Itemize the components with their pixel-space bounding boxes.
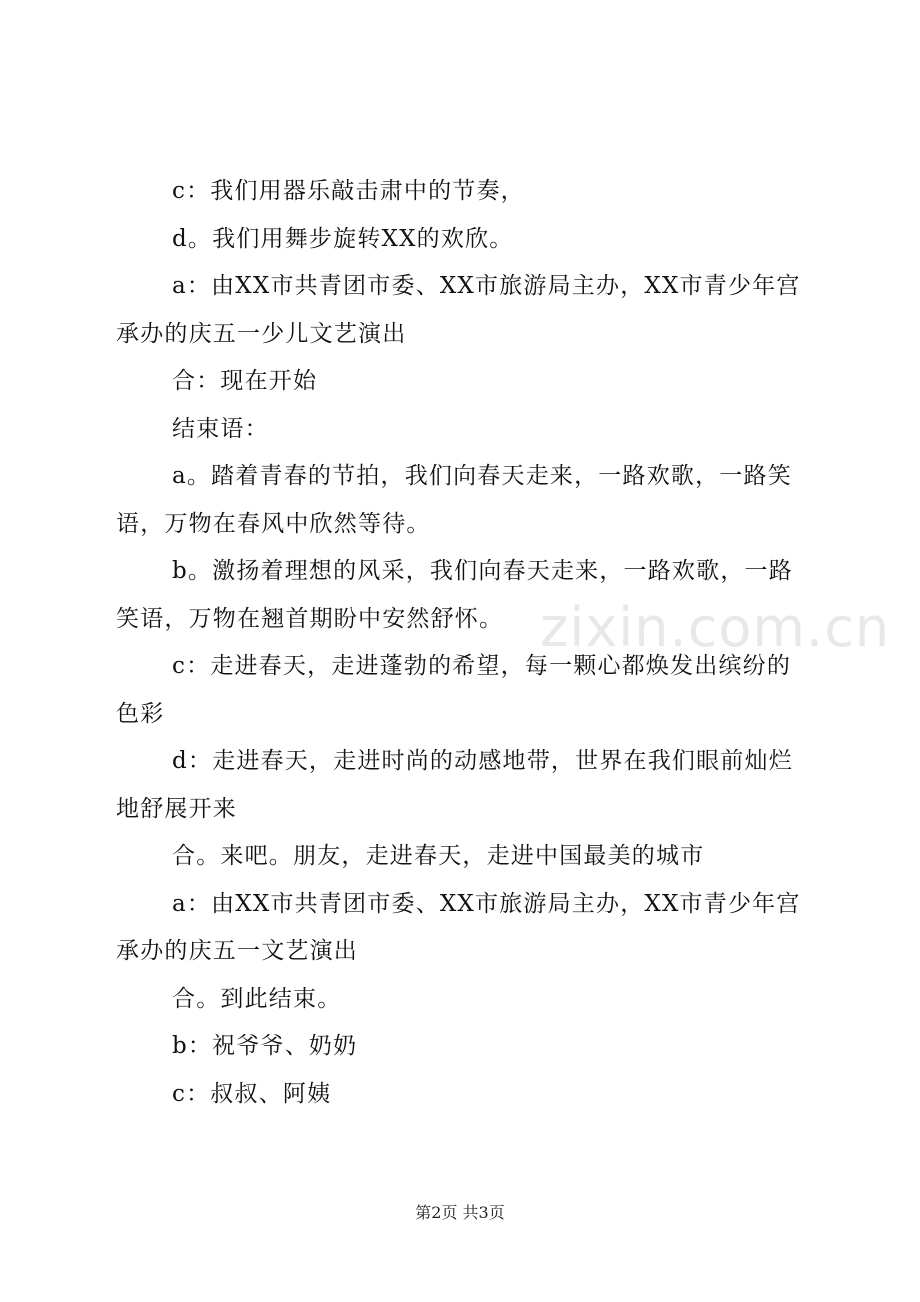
paragraph: 合：现在开始	[172, 368, 318, 394]
paragraph: b。激扬着理想的风采，我们向春天走来，一路欢歌，一路笑语，万物在翘首期盼中安然舒怀。	[116, 558, 793, 632]
paragraph: c：叔叔、阿姨	[172, 1080, 332, 1107]
paragraph: 合。来吧。朋友，走进春天，走进中国最美的城市	[172, 843, 705, 869]
page-footer: 第2页 共3页	[415, 1203, 505, 1222]
paragraph: a。踏着青春的节拍，我们向春天走来，一路欢歌，一路笑语，万物在春风中欣然等待。	[116, 463, 792, 537]
paragraph: c：走进春天，走进蓬勃的希望，每一颗心都焕发出缤纷的色彩	[116, 653, 792, 727]
paragraph: d。我们用舞步旋转XX的欢欣。	[172, 225, 514, 252]
watermark: zixin.com.cn	[540, 596, 891, 659]
paragraph: d：走进春天，走进时尚的动感地带，世界在我们眼前灿烂地舒展开来	[116, 748, 793, 822]
paragraph: a：由XX市共青团市委、XX市旅游局主办，XX市青少年宫承办的庆五一文艺演出	[116, 890, 801, 964]
paragraph: 结束语：	[172, 415, 269, 442]
paragraph: 合。到此结束。	[172, 985, 342, 1012]
paragraph: a：由XX市共青团市委、XX市旅游局主办，XX市青少年宫承办的庆五一少儿文艺演出	[116, 273, 801, 347]
paragraph: c：我们用器乐敲击肃中的节奏，	[172, 178, 525, 204]
paragraph: b：祝爷爷、奶奶	[172, 1033, 358, 1059]
document-body	[116, 168, 806, 1118]
